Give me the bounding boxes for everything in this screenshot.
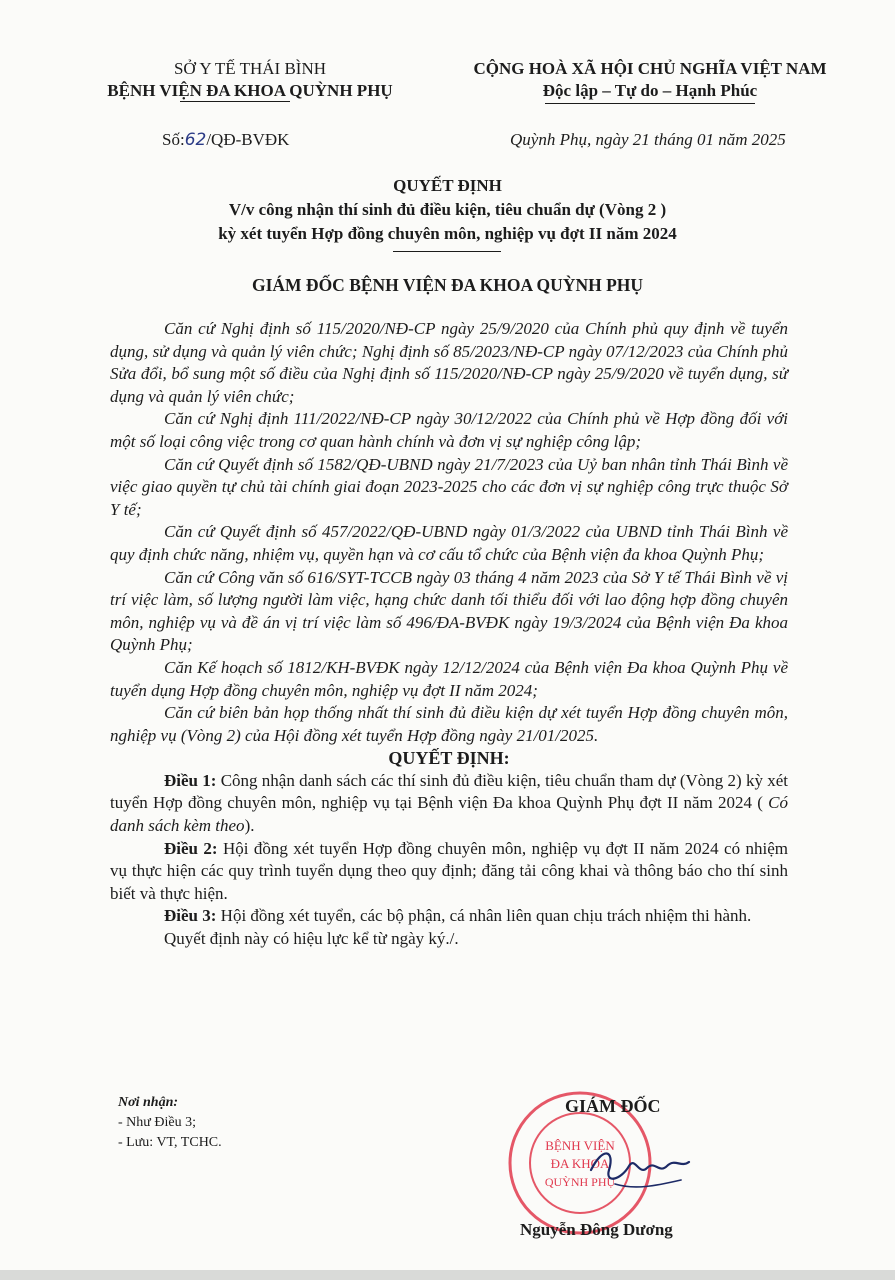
header-right [430, 58, 870, 102]
signer-name: Nguyễn Đông Dương [520, 1220, 673, 1239]
stamp-text-line: QUỲNH PHỤ [544, 1175, 616, 1189]
document-subject-line-2: kỳ xét tuyển Hợp đồng chuyên môn, nghiệp vụ đợt II năm 2024 [218, 224, 677, 243]
article-3: Điều 3: Hội đồng xét tuyển, các bộ phận, cá nhân liên quan chịu trách nhiệm thi hành. [164, 906, 752, 926]
decision-heading: QUYẾT ĐỊNH: [388, 748, 510, 769]
document-date: Quỳnh Phụ, ngày 21 tháng 01 năm 2025 [510, 130, 786, 149]
header-left-underline [180, 101, 290, 102]
article-1: Điều 1: Công nhận danh sách các thí sinh đủ điều kiện, tiêu chuẩn tham dự (Vòng 2) kỳ xét tuyển Hợp đồng chuyên môn, nghiệp vụ tại Bệnh viện Đa khoa Quỳnh Phụ đợt II năm 2024 ( Có danh sách kèm theo). [110, 770, 789, 836]
header-right-underline [545, 103, 755, 104]
motto: Độc lập – Tự do – Hạnh Phúc [542, 81, 758, 100]
hospital-name: BỆNH VIỆN ĐA KHOA QUỲNH PHỤ [107, 81, 393, 100]
handwritten-signature [585, 1140, 695, 1200]
title-underline [393, 251, 501, 252]
basis-paragraph: Căn cứ Nghị định 111/2022/NĐ-CP ngày 30/12/2022 của Chính phủ về Hợp đồng đối với một số loại công việc trong cơ quan hành chính và đơn vị sự nghiệp công lập; [110, 409, 788, 451]
recipients-label: Nơi nhận: [118, 1095, 179, 1110]
recipient-item: - Như Điều 3; [118, 1115, 196, 1130]
handwritten-number: 62 [184, 130, 207, 150]
document-body [110, 318, 788, 951]
header-left [70, 58, 430, 102]
bottom-edge [0, 1270, 895, 1280]
issuer-title: GIÁM ĐỐC BỆNH VIỆN ĐA KHOA QUỲNH PHỤ [251, 275, 644, 295]
stamp-text-line: BỆNH VIỆN [545, 1138, 615, 1153]
basis-paragraph: Căn Kế hoạch số 1812/KH-BVĐK ngày 12/12/2024 của Bệnh viện Đa khoa Quỳnh Phụ về tuyển dụng Hợp đồng chuyên môn, nghiệp vụ đợt II năm 2024; [110, 657, 788, 700]
basis-paragraph: Căn cứ Quyết định số 457/2022/QĐ-UBND ngày 01/3/2022 của UBND tỉnh Thái Bình về quy định chức năng, nhiệm vụ, quyền hạn và cơ cấu tổ chức của Bệnh viện đa khoa Quỳnh Phụ; [110, 522, 788, 564]
stamp-text-line: ĐA KHOA [550, 1156, 610, 1171]
document-number: Số:62/QĐ-BVĐK [162, 130, 290, 150]
recipient-item: - Lưu: VT, TCHC. [118, 1135, 222, 1150]
basis-paragraph: Căn cứ Quyết định số 1582/QĐ-UBND ngày 21/7/2023 của Uỷ ban nhân tỉnh Thái Bình về việc giao quyền tự chủ tài chính giai đoạn 2023-2025 cho các đơn vị sự nghiệp công trực thuộc Sở Y tế; [110, 454, 788, 519]
signer-position: GIÁM ĐỐC [565, 1096, 661, 1116]
basis-paragraph: Căn cứ Công văn số 616/SYT-TCCB ngày 03 tháng 4 năm 2023 của Sở Y tế Thái Bình về vị trí việc làm, số lượng người làm việc, hạng chức danh tối thiểu đối với lao động hợp đồng chuyên môn, nghiệp vụ và đề án vị trí việc làm số 496/ĐA-BVĐK ngày 19/3/2024 của Bệnh viện Đa khoa Quỳnh Phụ; [110, 567, 788, 655]
country-name: CỘNG HOÀ XÃ HỘI CHỦ NGHĨA VIỆT NAM [473, 59, 827, 78]
document-title: QUYẾT ĐỊNH [393, 176, 502, 195]
basis-paragraph: Căn cứ biên bản họp thống nhất thí sinh đủ điều kiện dự xét tuyển Hợp đồng chuyên môn, nghiệp vụ (Vòng 2) của Hội đồng xét tuyển Hợp đồng ngày 21/01/2025. [110, 703, 788, 745]
department-name: SỞ Y TẾ THÁI BÌNH [173, 59, 327, 78]
basis-paragraph: Căn cứ Nghị định số 115/2020/NĐ-CP ngày 25/9/2020 của Chính phủ quy định về tuyển dụng, sử dụng và quản lý viên chức; Nghị định số 85/2023/NĐ-CP ngày 07/12/2023 của Chính phủ Sửa đổi, bổ sung một số điều của Nghị định số 115/2020/NĐ-CP ngày 25/9/2020 về tuyển dụng, sử dụng và quản lý viên chức; [110, 319, 788, 406]
document-subject-line-1: V/v công nhận thí sinh đủ điều kiện, tiêu chuẩn dự (Vòng 2 ) [228, 200, 667, 219]
effective-clause: Quyết định này có hiệu lực kể từ ngày ký./. [164, 929, 459, 949]
article-2: Điều 2: Hội đồng xét tuyển Hợp đồng chuyên môn, nghiệp vụ đợt II năm 2024 có nhiệm vụ thực hiện các quy trình tuyển dụng theo quy định; đăng tải công khai và thông báo cho thí sinh biết và thực hiện. [110, 838, 788, 903]
recipients [118, 1093, 222, 1153]
